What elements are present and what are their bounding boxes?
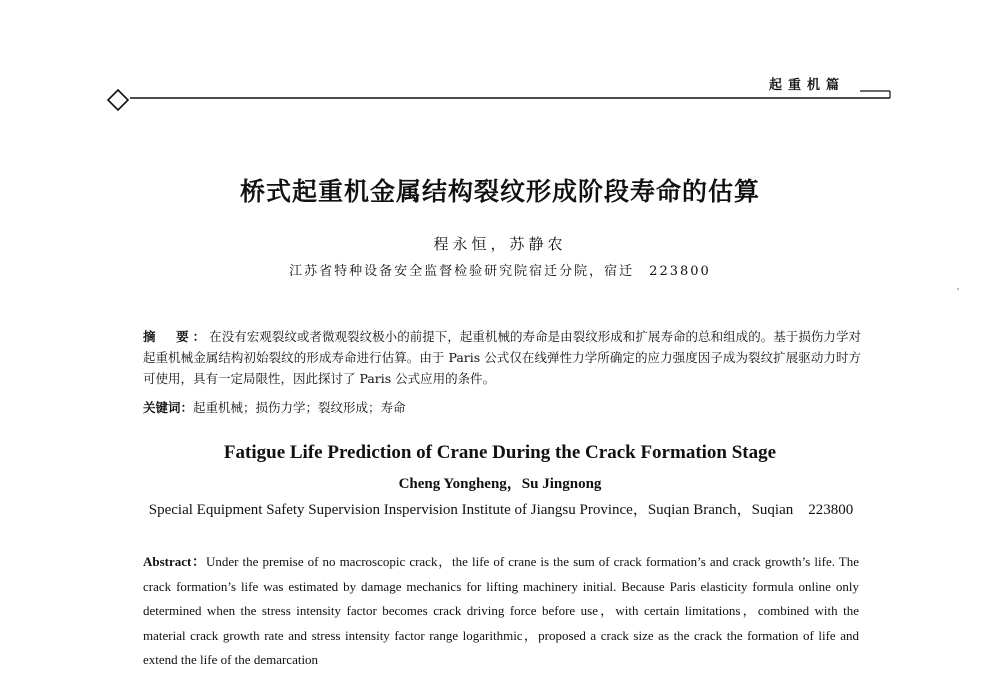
abstract-en-label: Abstract： bbox=[143, 554, 206, 569]
abstract-en-text: Under the premise of no macroscopic crack，the life of crane is the sum of crack formation’s and crack growth’s life. The crack formation’s life was estimated by damage mechanics for lifting machinery initial. Because Paris elasticity formula online only determined when the stress intensity factor becomes crack driving force before use，with certain limitations，combined with the material crack growth rate and stress intensity factor range logarithmic，proposed a crack size as the crack the formation of life and extend the life of the demarcation bbox=[143, 554, 859, 667]
affiliation-cn: 江苏省特种设备安全监督检验研究院宿迁分院，宿迁 223800 bbox=[289, 264, 711, 279]
keywords-cn-text: 起重机械；损伤力学；裂纹形成；寿命 bbox=[193, 400, 406, 415]
abstract-cn-text: 在没有宏观裂纹或者微观裂纹极小的前提下，起重机械的寿命是由裂纹形成和扩展寿命的总和组成的。基于损伤力学对起重机械金属结构初始裂纹的形成寿命进行估算。由于 Paris 公式仅在线弹性力学所确定的应力强度因子成为裂纹扩展驱动力时方可使用，具有一定局限性，因此探讨了 Paris 公式应用的条件。 bbox=[143, 329, 861, 386]
scan-speck bbox=[957, 288, 959, 290]
abstract-en bbox=[143, 550, 859, 673]
authors-en: Cheng Yongheng，Su Jingnong bbox=[398, 476, 602, 492]
paper-title-cn: 桥式起重机金属结构裂纹形成阶段寿命的估算 bbox=[239, 177, 760, 206]
header-rule bbox=[100, 88, 900, 112]
keywords-cn bbox=[143, 397, 861, 418]
abstract-cn-label: 摘 要： bbox=[143, 329, 210, 344]
keywords-cn-label: 关键词： bbox=[143, 400, 194, 415]
abstract-cn bbox=[143, 326, 861, 389]
authors-cn: 程永恒，苏静农 bbox=[433, 235, 567, 253]
diamond-icon bbox=[108, 90, 128, 110]
paper-title-en: Fatigue Life Prediction of Crane During the Crack Formation Stage bbox=[223, 442, 777, 463]
section-label: 起重机篇 bbox=[768, 78, 845, 93]
affiliation-en: Special Equipment Safety Supervision Inspervision Institute of Jiangsu Province，Suqian Branch，Suqian 223800 bbox=[148, 502, 854, 518]
